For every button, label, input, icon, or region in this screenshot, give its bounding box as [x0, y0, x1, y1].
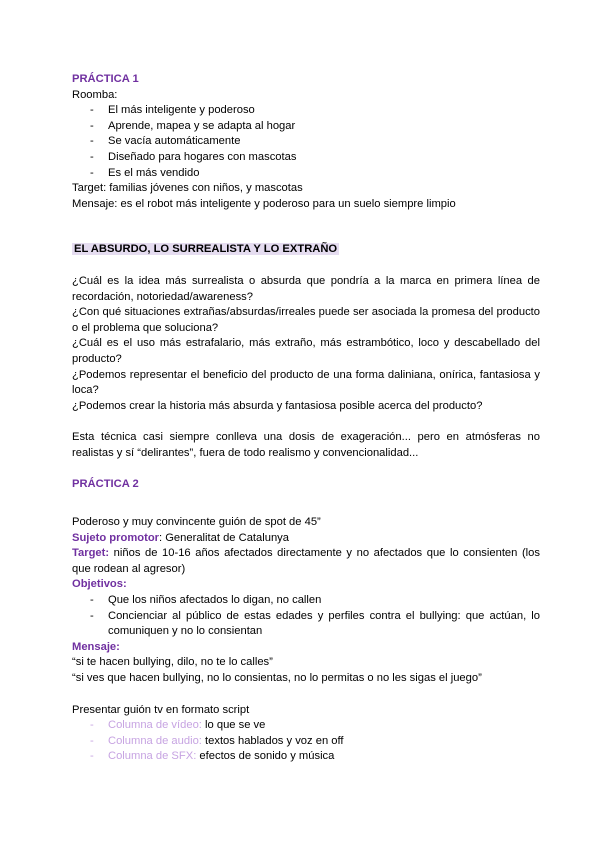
column-label: Columna de vídeo: [108, 719, 202, 732]
list-item: - El más inteligente y poderoso [90, 104, 255, 117]
practica2-title: PRÁCTICA 2 [72, 478, 139, 491]
mensaje-label: Mensaje: [72, 640, 120, 653]
target-value: niños de 10-16 años afectados directamente y no afectados que lo consienten (los que rodean al agresor) [72, 547, 540, 575]
question-5: ¿Podemos crear la historia más absurda y fantasiosa posible acerca del producto? [72, 399, 483, 412]
question-2: ¿Con qué situaciones extrañas/absurdas/irreales puede ser asociada la promesa del producto o el problema que soluciona? [72, 306, 540, 334]
list-item: - Se vacía automáticamente [90, 135, 241, 148]
practica2-target [72, 546, 540, 577]
list-item: - Columna de vídeo: lo que se ve [90, 719, 266, 732]
objetivos-list [72, 593, 540, 640]
objetivos-label: Objetivos: [72, 578, 127, 591]
question-1: ¿Cuál es la idea más surrealista o absurda que pondría a la marca en primera línea de recordación, notoriedad/awareness? [72, 274, 540, 303]
column-desc: lo que se ve [201, 719, 266, 732]
section-heading: EL ABSURDO, LO SURREALISTA Y LO EXTRAÑO [74, 243, 338, 256]
list-item: - Es el más vendido [90, 166, 200, 179]
target-label: Target: [72, 547, 110, 560]
column-label: Columna de audio: [108, 734, 202, 747]
list-item: - Aprende, mapea y se adapta al hogar [90, 119, 296, 132]
sujeto-value: : Generalitat de Catalunya [159, 531, 289, 544]
section-note: Esta técnica casi siempre conlleva una dosis de exageración... pero en atmósferas no realistas y sí “delirantes”, fuera de todo realismo y convencionalidad... [72, 431, 540, 459]
list-item: - Que los niños afectados lo digan, no callen [90, 594, 322, 607]
column-desc: textos hablados y voz en off [201, 734, 344, 747]
list-item: - Concienciar al público de estas edades y perfiles contra el bullying: que actúan, lo comuniquen y no lo consientan [90, 609, 540, 638]
question-3: ¿Cuál es el uso más estrafalario, más extraño, más estrambótico, loco y descabellado del producto? [72, 337, 540, 365]
question-4: ¿Podemos representar el beneficio del producto de una forma daliniana, onírica, fantasiosa y loca? [72, 368, 540, 397]
list-item: - Columna de audio: textos hablados y voz en off [90, 734, 344, 747]
practica1-mensaje: Mensaje: es el robot más inteligente y poderoso para un suelo siempre limpio [72, 197, 456, 210]
practica1-title: PRÁCTICA 1 [72, 73, 139, 85]
list-item: - Diseñado para hogares con mascotas [90, 150, 297, 163]
column-label: Columna de SFX: [108, 750, 197, 763]
sujeto-promotor [72, 531, 540, 547]
mensaje-1: “si te hacen bullying, dilo, no te lo calles” [72, 656, 273, 669]
mensaje-2: “si ves que hacen bullying, no lo consientas, no lo permitas o no les sigas el juego” [72, 672, 482, 684]
sujeto-label: Sujeto promotor [72, 531, 160, 544]
practica1-bullet-list [72, 103, 540, 181]
column-desc: efectos de sonido y música [196, 750, 335, 763]
practica1-target: Target: familias jóvenes con niños, y mascotas [72, 182, 303, 195]
practica2-intro: Poderoso y muy convincente guión de spot de 45” [72, 516, 321, 529]
list-item: - Columna de SFX: efectos de sonido y música [90, 750, 335, 763]
script-intro: Presentar guión tv en formato script [72, 703, 250, 716]
script-columns-list [72, 718, 540, 765]
practica1-product: Roomba: [72, 88, 118, 101]
